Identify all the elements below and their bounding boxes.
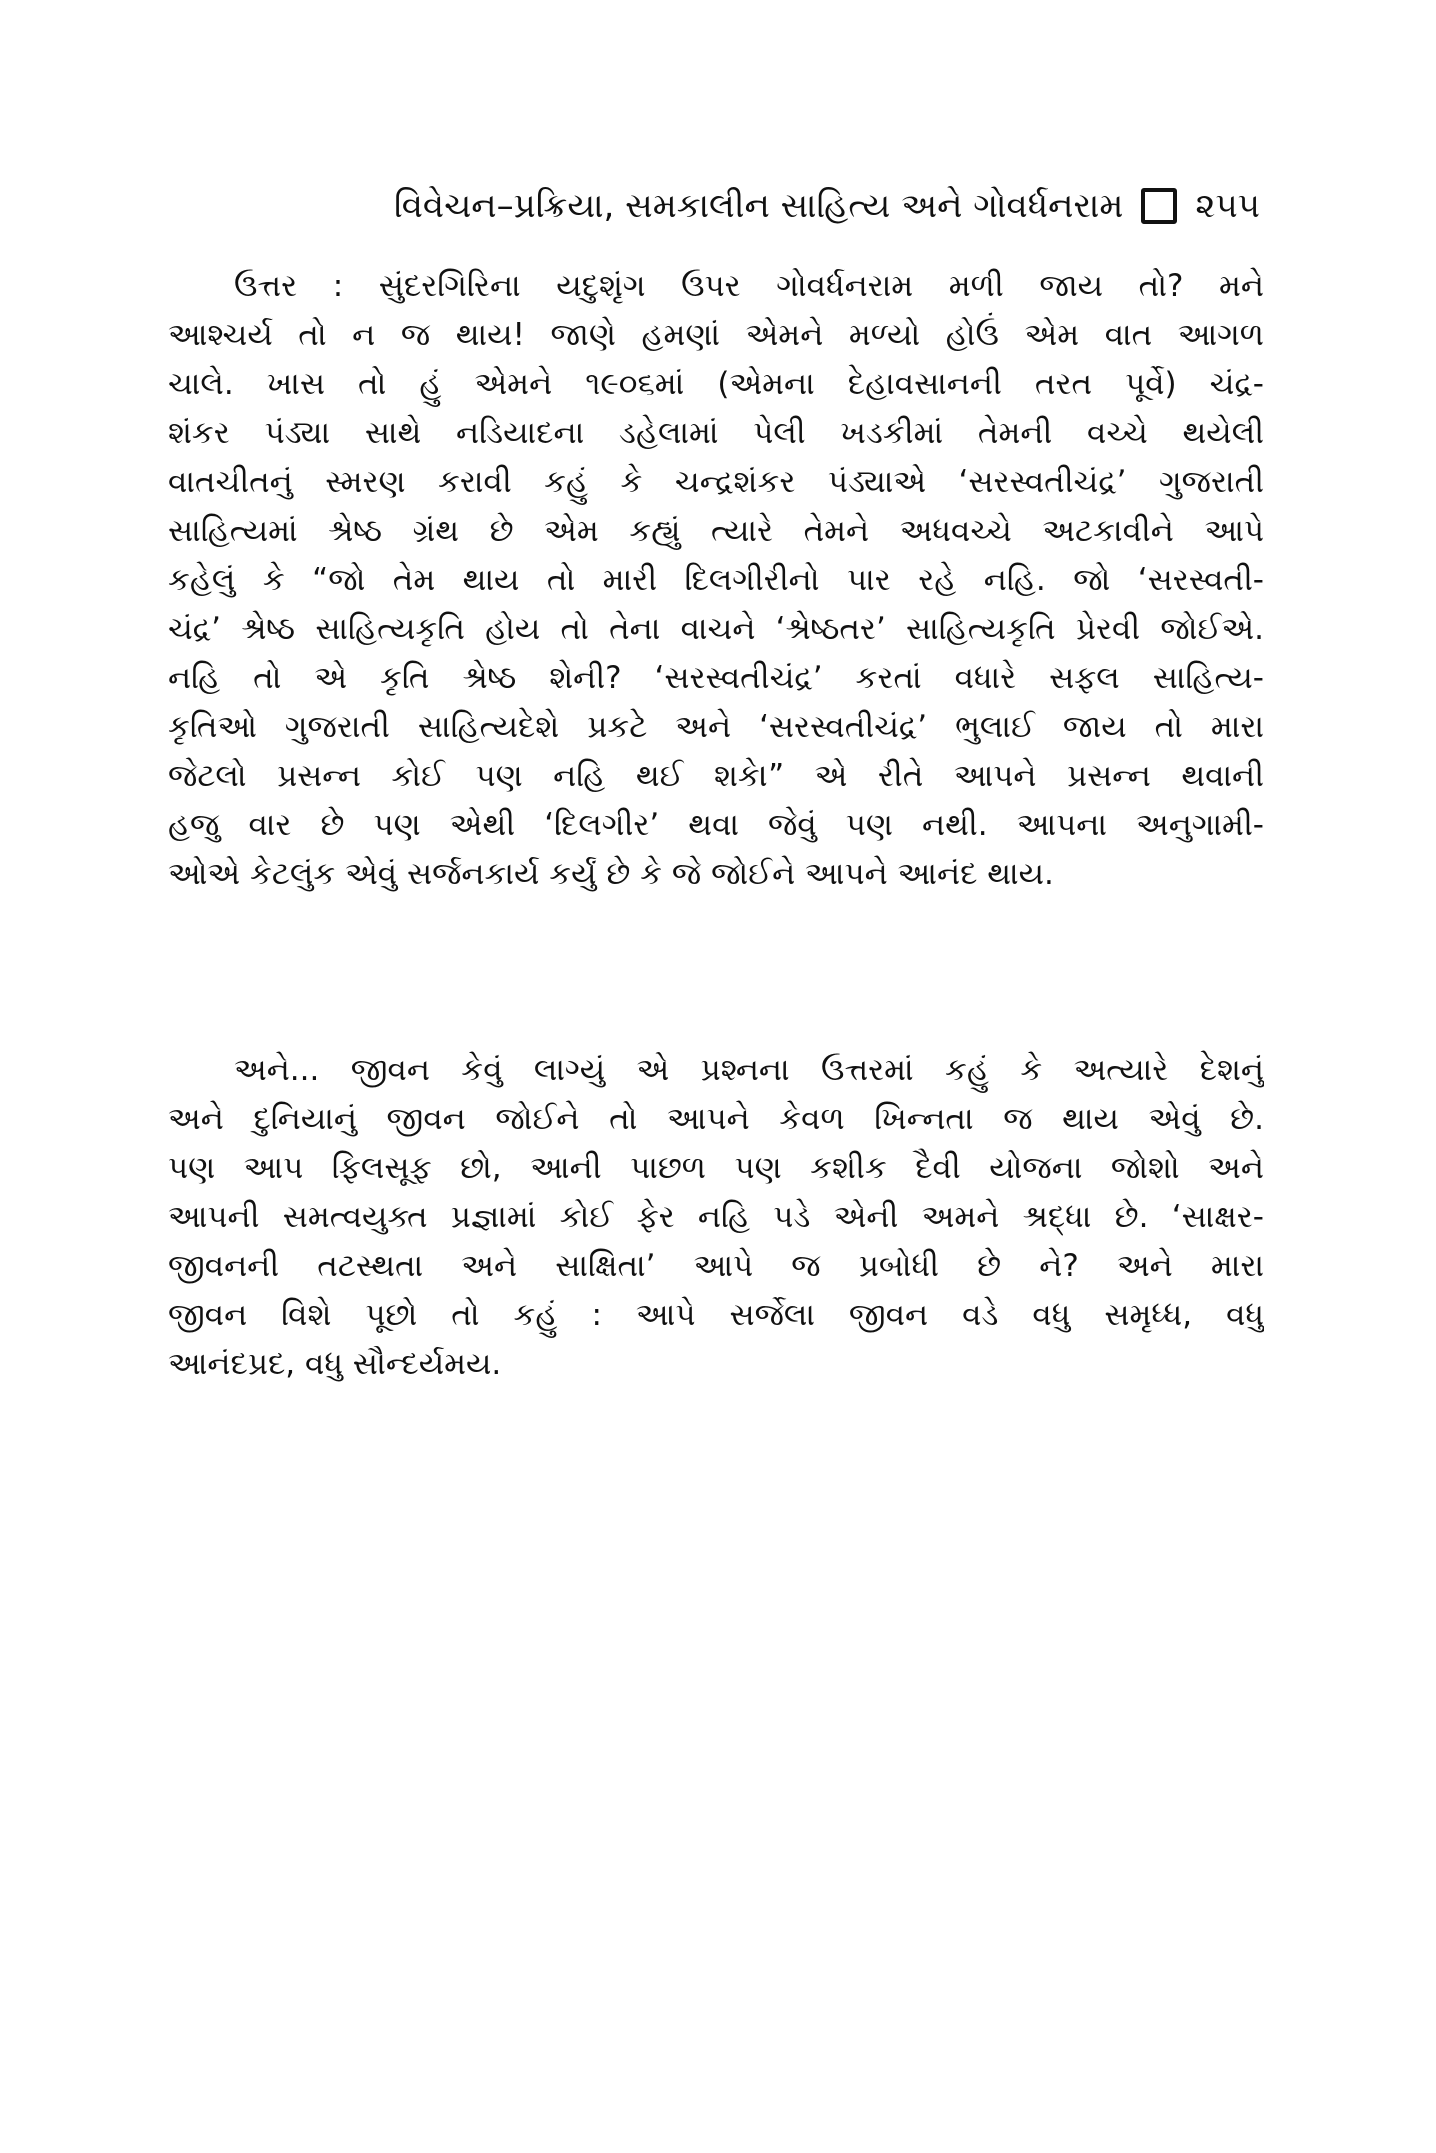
text-line: ચાલે. ખાસ તો હું એમને ૧૯૦૬માં (એમના દેહાવસાનની તરત પૂર્વે) ચંદ્ર- — [168, 366, 1264, 402]
paragraph-answer — [168, 262, 1264, 1026]
text-line: જેટલો પ્રસન્ન કોઈ પણ નહિ થઈ શકે।” એ રીતે આપને પ્રસન્ન થવાની — [168, 758, 1264, 794]
text-line: ઉત્તર : સુંદરગિરિના યદુશૃંગ ઉપર ગોવર્ધનરામ મળી જાય તો? મને — [234, 268, 1264, 304]
text-line: જીવનની તટસ્થતા અને સાક્ષિતા’ આપે જ પ્રબોધી છે ને? અને મારા — [168, 1248, 1264, 1284]
text-line: કહેલું કે “જો તેમ થાય તો મારી દિલગીરીનો પાર રહે નહિ. જો ‘સરસ્વતી- — [168, 562, 1264, 598]
text-line: પણ આપ ફિલસૂફ છો, આની પાછળ પણ કશીક દૈવી યોજના જોશો અને — [168, 1150, 1264, 1186]
body-text — [168, 262, 1264, 1389]
text-line: આનંદપ્રદ, વધુ સૌન્દર્યમય. — [168, 1346, 502, 1382]
paragraph-life — [168, 1046, 1264, 1389]
text-line: હજુ વાર છે પણ એથી ‘દિલગીર’ થવા જેવું પણ નથી. આપના અનુગામી- — [168, 807, 1264, 843]
text-line: અને... જીવન કેવું લાગ્યું એ પ્રશ્નના ઉત્તરમાં કહું કે અત્યારે દેશનું — [234, 1052, 1264, 1088]
square-ornament-icon — [1141, 188, 1177, 224]
text-line: જીવન વિશે પૂછો તો કહું : આપે સર્જેલા જીવન વડે વધુ સમૃધ્ધ, વધુ — [168, 1297, 1264, 1333]
running-head-title: વિવેચન–પ્રક્રિયા, સમકાલીન સાહિત્ય અને ગોવર્ધનરામ — [394, 186, 1124, 226]
running-head — [300, 176, 1260, 236]
page-number: ૨૫૫ — [1195, 186, 1260, 226]
text-line: આપની સમત્વયુક્ત પ્રજ્ઞામાં કોઈ ફેર નહિ પડે એની અમને શ્રદ્ધા છે. ‘સાક્ષર- — [168, 1199, 1264, 1235]
text-line: શંકર પંડ્યા સાથે નડિયાદના ડહેલામાં પેલી ખડકીમાં તેમની વચ્ચે થયેલી — [168, 415, 1264, 451]
text-line: નહિ તો એ કૃતિ શ્રેષ્ઠ શેની? ‘સરસ્વતીચંદ્ર’ કરતાં વધારે સફલ સાહિત્ય- — [168, 660, 1264, 696]
text-line: વાતચીતનું સ્મરણ કરાવી કહું કે ચન્દ્રશંકર પંડ્યાએ ‘સરસ્વતીચંદ્ર’ ગુજરાતી — [168, 464, 1264, 500]
text-line: સાહિત્યમાં શ્રેષ્ઠ ગ્રંથ છે એમ કહ્યું ત્યારે તેમને અધવચ્ચે અટકાવીને આપે — [168, 513, 1264, 549]
text-line: ઓએ કેટલુંક એવું સર્જનકાર્ય કર્યું છે કે જે જોઈને આપને આનંદ થાય. — [168, 856, 1054, 892]
text-line: અને દુનિયાનું જીવન જોઈને તો આપને કેવળ ખિન્નતા જ થાય એવું છે. — [168, 1101, 1264, 1137]
text-line: આશ્ચર્ય તો ન જ થાય! જાણે હમણાં એમને મળ્યો હોઉં એમ વાત આગળ — [168, 317, 1264, 353]
text-line: કૃતિઓ ગુજરાતી સાહિત્યદેશે પ્રકટે અને ‘સરસ્વતીચંદ્ર’ ભુલાઈ જાય તો મારા — [168, 709, 1264, 745]
text-line: ચંદ્ર’ શ્રેષ્ઠ સાહિત્યકૃતિ હોય તો તેના વાચને ‘શ્રેષ્ઠતર’ સાહિત્યકૃતિ પ્રેરવી જોઈએ. — [168, 611, 1264, 647]
